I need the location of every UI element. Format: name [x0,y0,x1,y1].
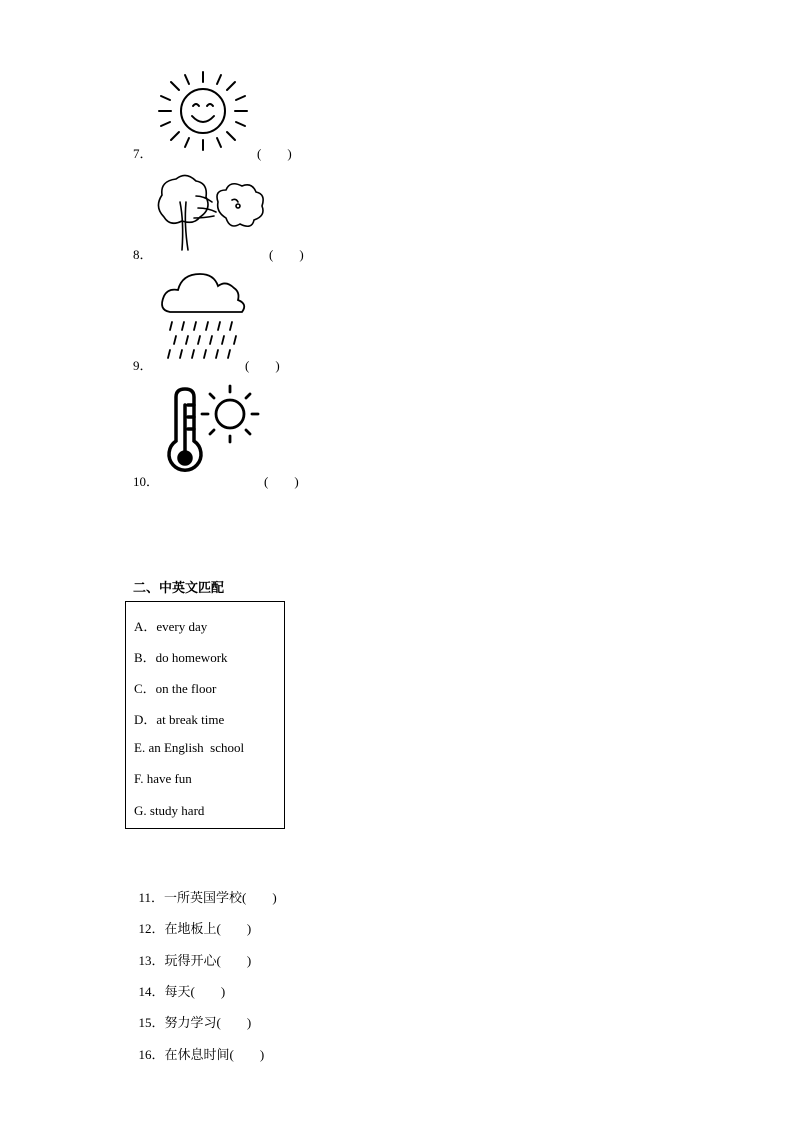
answer-blank[interactable]: ( ) [190,984,226,999]
answer-blank[interactable]: ( ) [269,247,304,262]
question-text: 在地板上 [164,922,217,937]
match-question [132,965,225,1000]
sun-smiling-icon [155,70,250,152]
rain-cloud-icon [158,270,250,368]
question-text: 一所英国学校 [164,891,243,906]
option-a: A．every day [134,619,208,634]
question-text: 玩得开心 [164,954,217,969]
question-text: 努力学习 [164,1016,217,1031]
answer-blank[interactable]: ( ) [242,890,277,905]
question-number: 9． [133,358,153,373]
wind-blowing-tree-icon [152,172,267,254]
question-number: 11． [138,890,165,905]
option-d: D．at break time [134,712,225,727]
option-e: E. an English school [134,740,245,755]
answer-blank[interactable]: ( ) [257,146,292,161]
question-text: 每天 [164,985,191,1000]
match-question [132,1028,264,1063]
match-question [132,902,251,937]
answer-blank[interactable]: ( ) [216,953,252,968]
option-f: F. have fun [134,771,192,786]
question-number: 16． [138,1047,165,1062]
question-number: 10． [133,474,160,489]
option-g: G. study hard [134,803,205,818]
answer-blank[interactable]: ( ) [264,474,299,489]
question-number: 13． [138,953,165,968]
question-number: 8． [133,247,153,262]
match-question [132,871,277,906]
question-number: 12． [138,921,165,936]
match-question [132,934,251,969]
thermometer-sun-hot-icon [160,383,262,481]
match-question [132,996,251,1031]
options-box [125,601,285,829]
answer-blank[interactable]: ( ) [216,921,252,936]
question-number: 7． [133,146,153,161]
answer-blank[interactable]: ( ) [216,1015,252,1030]
question-number: 15． [138,1015,165,1030]
option-b: B．do homework [134,650,228,665]
option-c: C．on the floor [134,681,217,696]
answer-blank[interactable]: ( ) [229,1047,265,1062]
answer-blank[interactable]: ( ) [245,358,280,373]
section-title: 二、中英文匹配 [133,581,225,596]
question-text: 在休息时间 [164,1048,230,1063]
question-number: 14． [138,984,165,999]
